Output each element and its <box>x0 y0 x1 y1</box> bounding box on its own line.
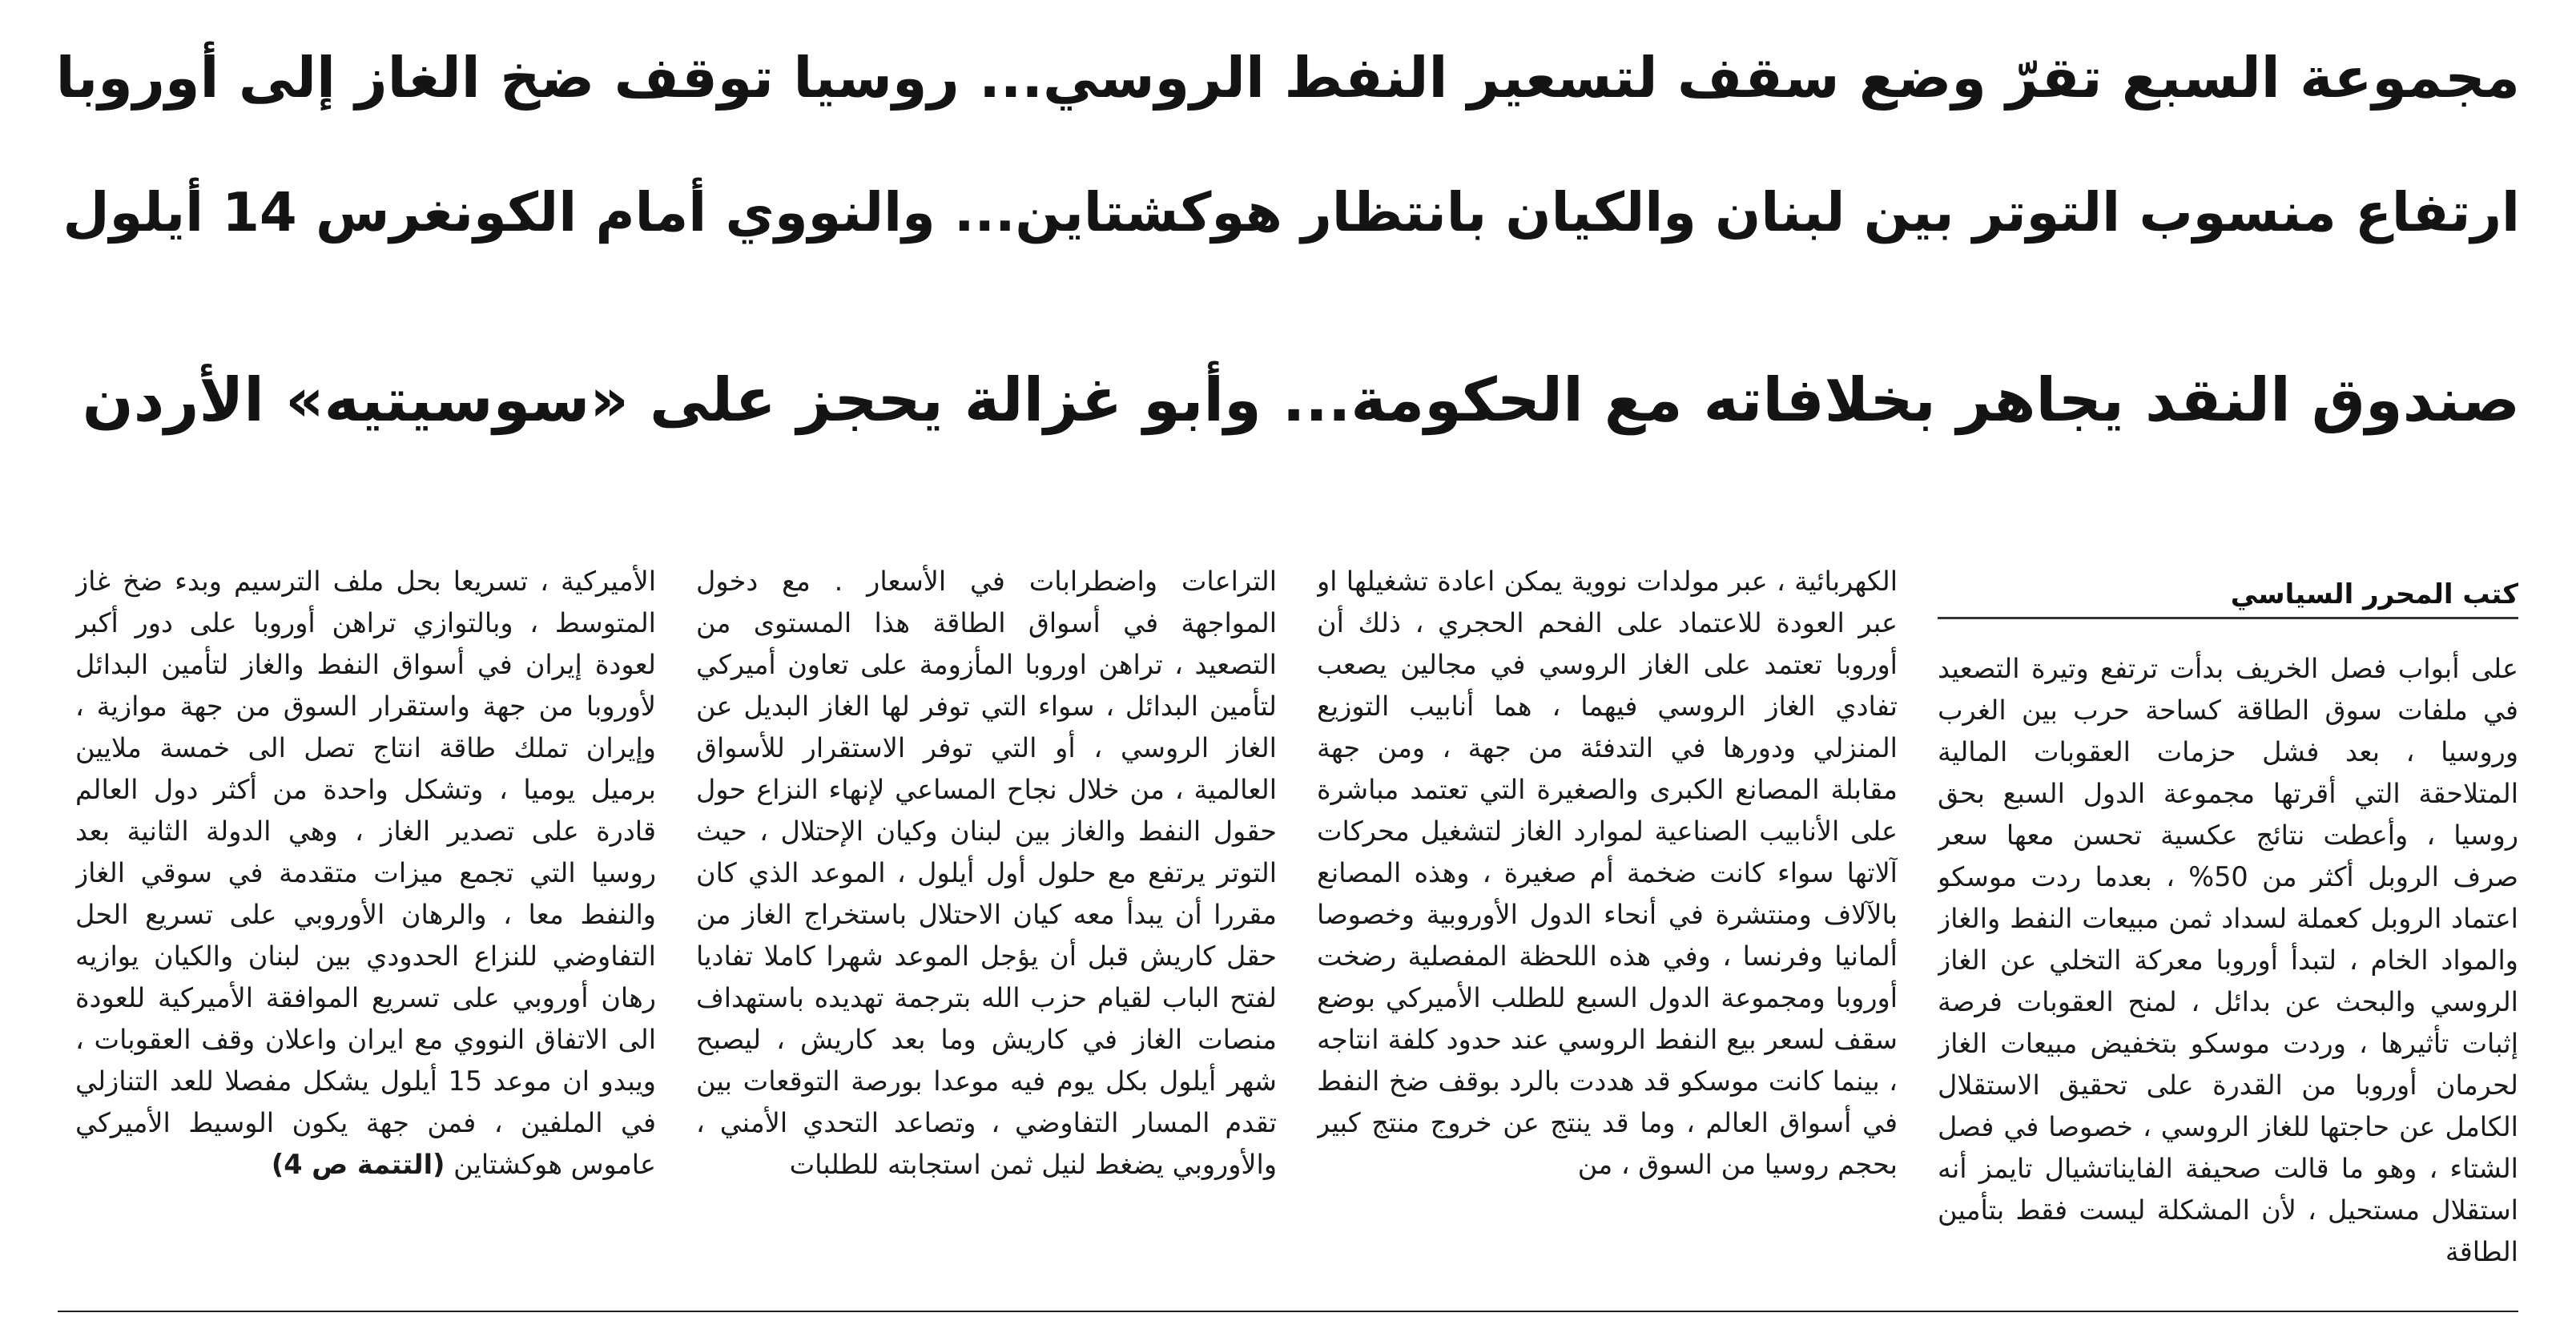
headline-main-2: صندوق النقد يجاهر بخلافاته مع الحكومة... وأبو غزالة يحجز على «سوسيتيه» الأردن <box>82 364 2520 435</box>
byline: كتب المحرر السياسي <box>2230 578 2518 610</box>
column-text: التراعات واضطرابات في الأسعار . مع دخول المواجهة في أسواق الطاقة هذا المستوى من التصعيد ، تراهن اوروبا المأزومة على تعاون أميركي لتأمين البدائل ، سواء التي توفر لها الغاز البديل عن الغاز الروسي ، أو التي توفر الاستقرار للأسواق العالمية ، من خلال نجاح المساعي لإنهاء النزاع حول حقول النفط والغاز بين لبنان وكيان الإحتلال ، حيث التوتر يرتفع مع حلول أول أيلول ، الموعد الذي كان مقررا أن يبدأ معه كيان الاحتلال باستخراج الغاز من حقل كاريش قبل أن يؤجل الموعد شهرا كاملا تفاديا لفتح الباب لقيام حزب الله بترجمة تهديده باستهداف منصات الغاز في كاريش وما بعد كاريش ، ليصبح شهر أيلول بكل يوم فيه موعدا بورصة التوقعات بين تقدم المسار التفاوضي ، وتصاعد التحدي الأمني ، والأوروبي يضغط لنيل ثمن استجابته للطلبات <box>696 566 1277 1180</box>
column-text-body: الأميركية ، تسريعا بحل ملف الترسيم وبدء ضخ غاز المتوسط ، وبالتوازي تراهن أوروبا على دور أكبر لعودة إيران في أسواق النفط والغاز لتأمين البدائل لأوروبا من جهة واستقرار السوق من جهة موازية ، وإيران تملك طاقة انتاج تصل الى خمسة ملايين برميل يوميا ، وتشكل واحدة من أكثر دول العالم قادرة على تصدير الغاز ، وهي الدولة الثانية بعد روسيا التي تجمع ميزات متقدمة في سوقي الغاز والنفط معا ، والرهان الأوروبي على تسريع الحل التفاوضي للنزاع الحدودي بين لبنان والكيان يوازيه رهان أوروبي على تسريع الموافقة الأميركية للعودة الى الاتفاق النووي مع ايران واعلان وقف العقوبات ، ويبدو ان موعد 15 أيلول يشكل مفصلا للعد التنازلي في الملفين ، فمن جهة يكون الوسيط الأميركي عاموس هوكشتاين <box>75 566 656 1180</box>
article-column-3 <box>696 561 1277 1282</box>
article-column-4 <box>75 561 656 1282</box>
column-text: الكهربائية ، عبر مولدات نووية يمكن اعادة تشغيلها او عبر العودة للاعتماد على الفحم الحجري ، ذلك أن أوروبا تعتمد على الغاز الروسي في مجالين يصعب تفادي الغاز الروسي فيهما ، هما أنابيب التوزيع المنزلي ودورها في التدفئة من جهة ، ومن جهة مقابلة المصانع الكبرى والصغيرة التي تعتمد مباشرة على الأنابيب الصناعية لموارد الغاز لتشغيل محركات آلاتها سواء كانت ضخمة أم صغيرة ، وهذه المصانع بالآلاف ومنتشرة في أنحاء الدول الأوروبية وخصوصا ألمانيا وفرنسا ، وفي هذه اللحظة المفصلية رضخت أوروبا ومجموعة الدول السبع للطلب الأميركي بوضع سقف لسعر بيع النفط الروسي عند حدود كلفة انتاجه ، بينما كانت موسكو قد هددت بالرد بوقف ضخ النفط في أسواق العالم ، وما قد ينتج عن خروج منتج كبير بحجم روسيا من السوق ، من <box>1317 566 1898 1180</box>
continuation-note[interactable]: (التتمة ص 4) <box>271 1149 445 1180</box>
byline-divider <box>1938 617 2518 619</box>
article-column-2 <box>1317 561 1898 1282</box>
bottom-divider <box>58 1311 2518 1312</box>
column-text <box>75 561 656 1186</box>
article-column-1 <box>1938 561 2518 1282</box>
article-columns <box>58 561 2518 1314</box>
headline-main-1: ارتفاع منسوب التوتر بين لبنان والكيان بانتظار هوكشتاين... والنووي أمام الكونغرس 14 أيلول <box>62 181 2520 244</box>
headline-top: مجموعة السبع تقرّ وضع سقف لتسعير النفط الروسي... روسيا توقف ضخ الغاز إلى أوروبا <box>55 45 2520 111</box>
column-text: على أبواب فصل الخريف بدأت ترتفع وتيرة التصعيد في ملفات سوق الطاقة كساحة حرب بين الغرب وروسيا ، بعد فشل حزمات العقوبات المالية المتلاحقة التي أقرتها مجموعة الدول السبع بحق روسيا ، وأعطت نتائج عكسية تحسن معها سعر صرف الروبل أكثر من 50% ، بعدما ردت موسكو اعتماد الروبل كعملة لسداد ثمن مبيعات النفط والغاز والمواد الخام ، لتبدأ أوروبا معركة التخلي عن الغاز الروسي والبحث عن بدائل ، لمنح العقوبات فرصة إثبات تأثيرها ، وردت موسكو بتخفيض مبيعات الغاز لحرمان أوروبا من القدرة على تحقيق الاستقلال الكامل عن حاجتها للغاز الروسي ، خصوصا في فصل الشتاء ، وهو ما قالت صحيفة الفايناتشيال تايمز أنه استقلال مستحيل ، لأن المشكلة ليست فقط بتأمين الطاقة <box>1938 653 2518 1267</box>
